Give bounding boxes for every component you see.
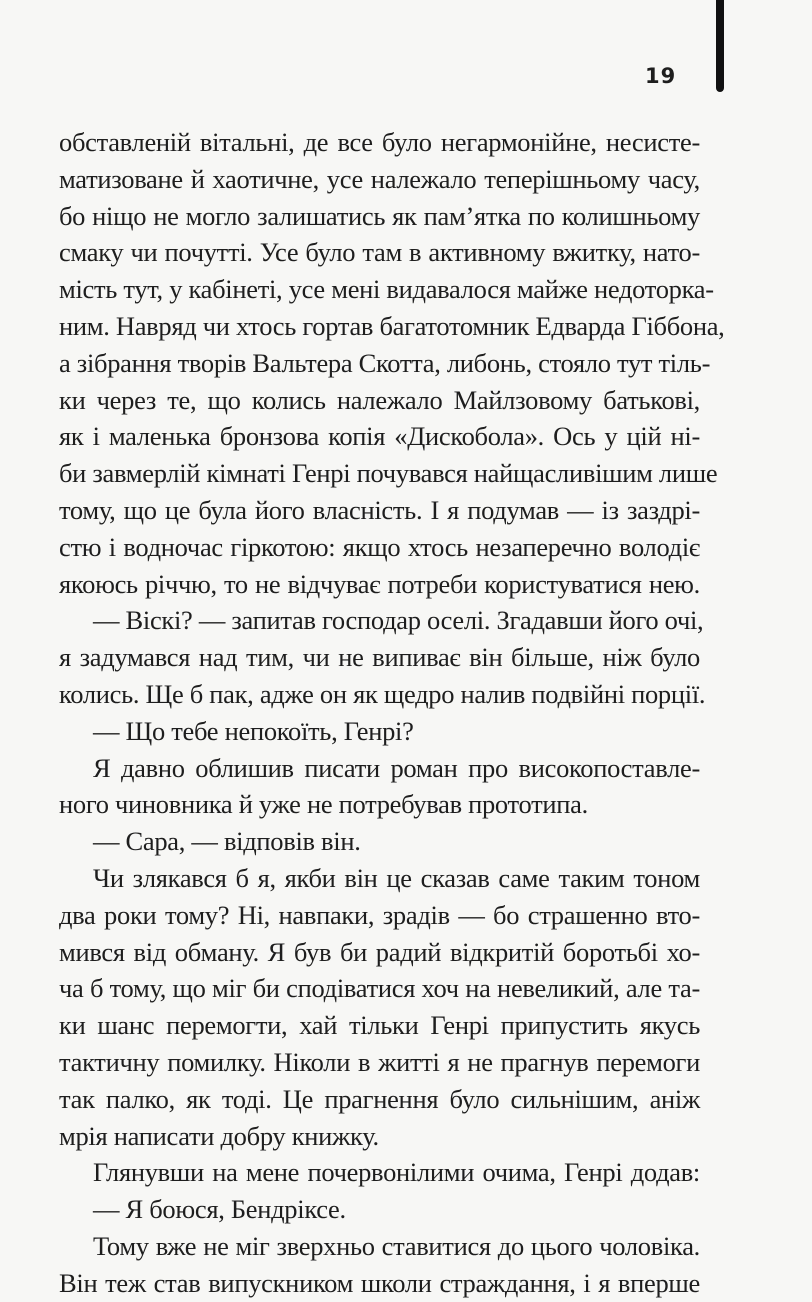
text-line: ним. Навряд чи хтось гортав багатотомник Едварда Гіббона, [59, 310, 725, 341]
text-line: мився від обману. Я був би радий відкритій боротьбі хо- [59, 936, 700, 967]
text-line: як і маленька бронзова копія «Дискобола». Ось у цій ні- [59, 421, 700, 452]
text-line: мрія написати добру книжку. [59, 1120, 379, 1151]
text-line: колись. Ще б пак, адже он як щедро налив подвійні порції. [59, 678, 706, 709]
text-line: — Віскі? — запитав господар оселі. Згадавши його очі, [93, 605, 704, 636]
text-line: би завмерлій кімнаті Генрі почувався найщасливішим лише [59, 458, 718, 489]
text-line: ки шанс перемогти, хай тільки Генрі припустить якусь [59, 1010, 700, 1041]
text-line: два роки тому? Ні, навпаки, зрадів — бо страшенно вто- [59, 899, 700, 930]
text-line: Глянувши на мене почервонілими очима, Генрі додав: [93, 1157, 700, 1188]
text-line: смаку чи почутті. Усе було там в активному вжитку, нато- [59, 237, 700, 268]
text-line: мість тут, у кабінеті, усе мені видавалося майже недоторка- [59, 274, 714, 305]
text-line: якоюсь річчю, то не відчуває потреби користуватися нею. [59, 568, 700, 599]
text-line: Я давно облишив писати роман про високопоставле- [93, 752, 700, 783]
text-line: — Я боюся, Бендріксе. [93, 1194, 346, 1225]
text-line: Тому вже не міг зверхньо ставитися до цього чоловіка. [93, 1230, 700, 1261]
text-line: Він теж став випускником школи страждання, і я вперше [59, 1267, 700, 1298]
page-number: 19 [645, 64, 677, 88]
text-line: так палко, як тоді. Це прагнення було сильнішим, аніж [59, 1083, 700, 1114]
text-line: обставленій вітальні, де все було негармонійне, несисте- [59, 127, 700, 157]
text-line: матизоване й хаотичне, усе належало теперішньому часу, [59, 163, 700, 194]
text-line: Чи злякався б я, якби він це сказав саме таким тоном [93, 862, 700, 893]
text-line: а зібрання творів Вальтера Скотта, либонь, стояло тут тіль- [59, 347, 711, 378]
text-line: я задумався над тим, чи не випиває він більше, ніж було [59, 642, 700, 673]
text-line: — Сара, — відповів він. [93, 826, 361, 857]
page-edge-mark [716, 0, 724, 92]
text-line: бо ніщо не могло залишатись як пам’ятка по колишньому [59, 200, 700, 231]
text-line: ча б тому, що міг би сподіватися хоч на невеликий, але та- [59, 973, 700, 1004]
text-line: ки через те, що колись належало Майлзовому батькові, [59, 384, 700, 415]
body-text [59, 124, 725, 1302]
text-line: — Що тебе непокоїть, Генрі? [93, 715, 414, 746]
text-line: тактичну помилку. Ніколи в житті я не прагнув перемоги [59, 1046, 700, 1077]
text-line: ного чиновника й уже не потребував прототипа. [59, 789, 588, 820]
text-line: стю і водночас гіркотою: якщо хтось незаперечно володіє [59, 531, 700, 562]
text-line: тому, що це була його власність. І я подумав — із заздрі- [59, 494, 700, 525]
